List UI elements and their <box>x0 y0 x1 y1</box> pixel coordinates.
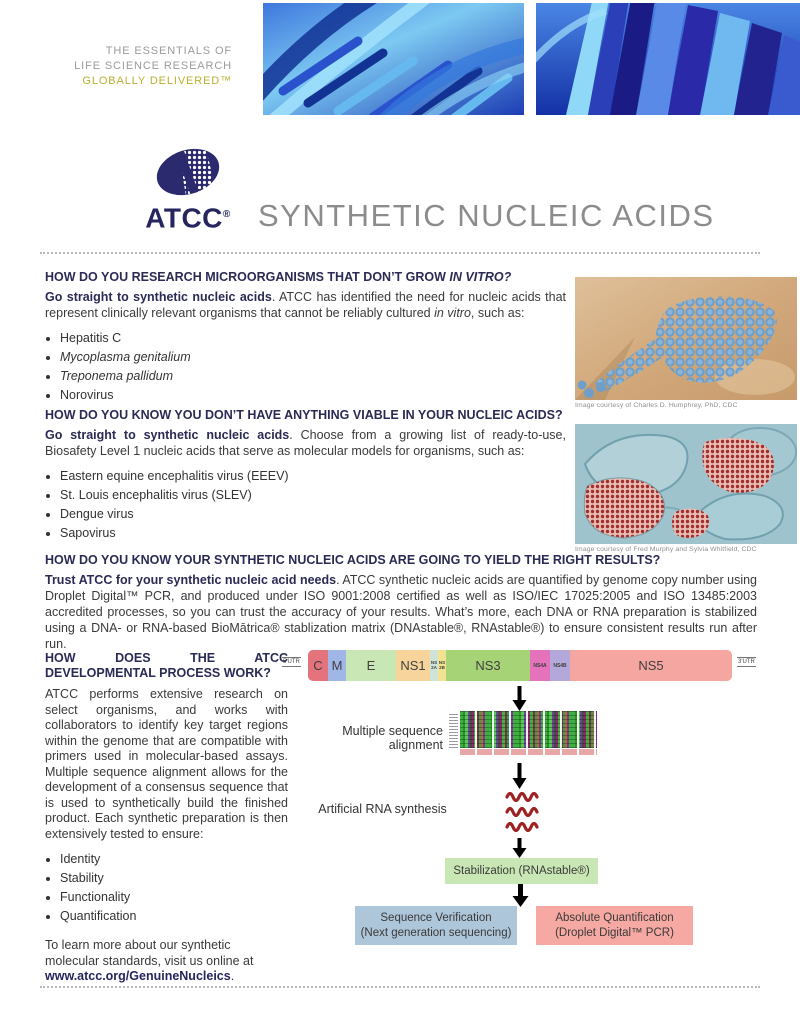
norovirus-micrograph <box>575 277 797 409</box>
msa-step-label: Multiple sequence alignment <box>342 724 443 752</box>
down-arrow-icon <box>512 763 527 789</box>
tagline-line2: LIFE SCIENCE RESEARCH <box>74 60 232 72</box>
bullet-list <box>45 852 288 924</box>
list-item: • Mycoplasma genitalium <box>60 350 566 365</box>
msa-consensus-row <box>460 749 597 755</box>
section-heading: HOW DO YOU RESEARCH MICROORGANISMS THAT DON’T GROW IN VITRO? <box>45 270 512 284</box>
section-heading: HOW DOES THE ATCC DEVELOPMENTAL PROCESS WORK? <box>45 651 288 680</box>
bullet-list <box>45 469 566 541</box>
list-item: • Identity <box>60 852 288 867</box>
dotted-divider-bottom <box>40 986 760 988</box>
genome-segment-C: C <box>308 650 328 681</box>
genome-segment-NS1: NS1 <box>396 650 430 681</box>
msa-alignment-columns <box>460 711 597 748</box>
list-item: • Functionality <box>60 890 288 905</box>
atcc-logo-globe-icon <box>152 145 224 199</box>
down-arrow-icon <box>512 686 527 711</box>
section-research-microorganisms <box>45 270 566 407</box>
rna-squiggles-icon <box>504 789 542 834</box>
tissue-micrograph <box>575 424 797 553</box>
genome-map <box>308 650 732 681</box>
section-viable-nucleic-acids <box>45 408 566 545</box>
section-paragraph: Go straight to synthetic nucleic acids. ATCC has identified the need for nucleic acids that represent clinically relevant organisms that cannot be reliably cultured in vitro, such as: <box>45 290 567 320</box>
section-heading: HOW DO YOU KNOW YOUR SYNTHETIC NUCLEIC ACIDS ARE GOING TO YIELD THE RIGHT RESULTS? <box>45 553 661 567</box>
tagline-line1: THE ESSENTIALS OF <box>105 45 232 57</box>
genome-segment-NS2A: NS2A <box>430 650 438 681</box>
genome-segment-NS4A: NS4A <box>530 650 550 681</box>
tagline <box>0 44 232 89</box>
norovirus-image <box>575 277 797 400</box>
dotted-divider-top <box>40 252 760 254</box>
list-item: • Treponema pallidum <box>60 369 566 384</box>
section-developmental-process <box>45 651 288 985</box>
header-photo-dna-helix <box>263 3 524 115</box>
tissue-image <box>575 424 797 544</box>
rna-step-label: Artificial RNA synthesis <box>318 802 447 816</box>
list-item: • Norovirus <box>60 388 566 403</box>
header-photo-dna-strands <box>536 3 800 115</box>
genome-segment-E: E <box>346 650 396 681</box>
list-item: • Quantification <box>60 909 288 924</box>
image-caption: Image courtesy of Fred Murphy and Sylvia Whitfield, CDC <box>575 546 757 553</box>
msa-sequence-names <box>449 714 458 748</box>
down-arrow-icon <box>512 884 529 907</box>
list-item: • Eastern equine encephalitis virus (EEEV) <box>60 469 566 484</box>
genome-segment-NS5: NS5 <box>570 650 732 681</box>
genome-segment-NS4B: NS4B <box>550 650 570 681</box>
atcc-logo <box>143 145 233 232</box>
section-paragraph: Trust ATCC for your synthetic nucleic acid needs. ATCC synthetic nucleic acids are quantified by genome copy number using Droplet Digital™ PCR, and produced under ISO 9001:2008 certified as well as ISO/IEC 17025:2005 and ISO 13485:2003 accredited processes, so you can trust the accuracy of your results. What’s more, each DNA or RNA preparation is stabilized using a DNA- or RNA-based BioMātrica® stablization matrix (DNAstable®, RNAstable®) to ensure consistent results run after run. <box>45 573 757 651</box>
image-caption: Image courtesy of Charles D. Humphrey, PhD, CDC <box>575 402 738 409</box>
genome-segment-NS2B: NS2B <box>438 650 446 681</box>
genome-segment-M: M <box>328 650 346 681</box>
bullet-list <box>45 331 566 403</box>
list-item: • Hepatitis C <box>60 331 566 346</box>
stabilization-box: Stabilization (RNAstable®) <box>445 858 598 884</box>
list-item: • St. Louis encephalitis virus (SLEV) <box>60 488 566 503</box>
page-title: SYNTHETIC NUCLEIC ACIDS <box>258 198 715 233</box>
list-item: • Sapovirus <box>60 526 566 541</box>
utr5-label: 5'UTR <box>283 659 300 665</box>
tagline-line3: GLOBALLY DELIVERED™ <box>82 75 232 87</box>
atcc-url-link: www.atcc.org/GenuineNucleics <box>45 969 231 983</box>
section-right-results <box>45 553 757 652</box>
section-paragraph: Go straight to synthetic nucleic acids. Choose from a growing list of ready-to-use, Biosafety Level 1 nucleic acids that serve as molecular models for organisms, such as: <box>45 428 566 458</box>
list-item: • Stability <box>60 871 288 886</box>
section-paragraph: ATCC performs extensive research on select organisms, and works with collaborators to identify key target regions within the genome that are compatible with primers used in molecular-based assays. Multiple sequence alignment allows for the development of a consensus sequence that is used to synthetically build the finished product. Each synthetic preparation is then extensively tested to ensure: <box>45 687 288 841</box>
list-item: • Dengue virus <box>60 507 566 522</box>
learn-more-text: To learn more about our synthetic molecular standards, visit us online at www.atcc.org/GenuineNucleics. <box>45 938 254 983</box>
section-heading: HOW DO YOU KNOW YOU DON’T HAVE ANYTHING VIABLE IN YOUR NUCLEIC ACIDS? <box>45 408 563 422</box>
sequence-alignment-image <box>449 711 597 755</box>
sequence-verification-box: Sequence Verification (Next generation sequencing) <box>355 906 517 945</box>
genome-segment-NS3: NS3 <box>446 650 530 681</box>
down-arrow-icon <box>512 838 527 858</box>
absolute-quantification-box: Absolute Quantification (Droplet Digital™ PCR) <box>536 906 693 945</box>
atcc-logo-text: ATCC® <box>145 202 231 234</box>
utr3-label: 3'UTR <box>738 659 755 665</box>
